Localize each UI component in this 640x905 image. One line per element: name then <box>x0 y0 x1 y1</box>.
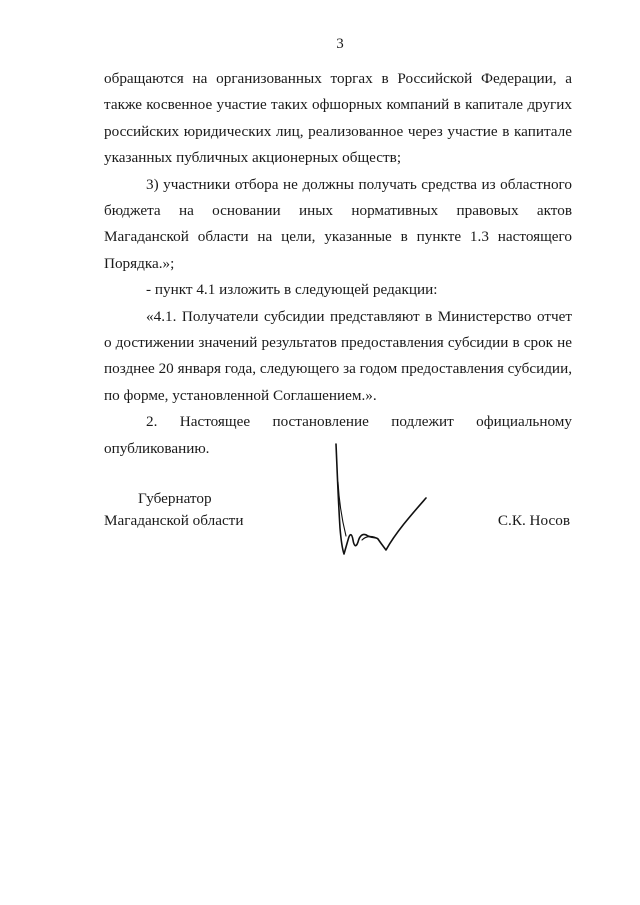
signatory-name: С.К. Носов <box>497 512 570 529</box>
paragraph-amend-4-1: - пункт 4.1 изложить в следующей редакции: <box>146 281 438 299</box>
signatory-region: Магаданской области <box>104 512 244 529</box>
paragraph-offshore-participation: обращаются на организованных торгах в Российской Федерации, а также косвенное участие таких офшорных компаний в капитале других российских юридических лиц, реализованное через участие в капитале указанных публичных акционерных обществ; <box>104 70 572 167</box>
paragraph-publication: 2. Настоящее постановление подлежит официальному опубликованию. <box>104 413 572 457</box>
handwritten-signature <box>326 436 442 566</box>
document-body <box>104 66 572 462</box>
signatory-title <box>104 488 243 532</box>
paragraph-new-4-1: «4.1. Получатели субсидии представляют в Министерство отчет о достижении значений результатов предоставления субсидии в срок не позднее 20 января года, следующего за годом предоставления субсидии, по форме, установленной Соглашением.». <box>104 307 572 404</box>
paragraph-item-3: 3) участники отбора не должны получать средства из областного бюджета на основании иных нормативных правовых актов Магаданской области на цели, указанные в пункте 1.3 настоящего Порядка.»; <box>104 175 572 272</box>
signatory-position: Губернатор <box>138 490 212 507</box>
page-number: 3 <box>336 36 344 52</box>
